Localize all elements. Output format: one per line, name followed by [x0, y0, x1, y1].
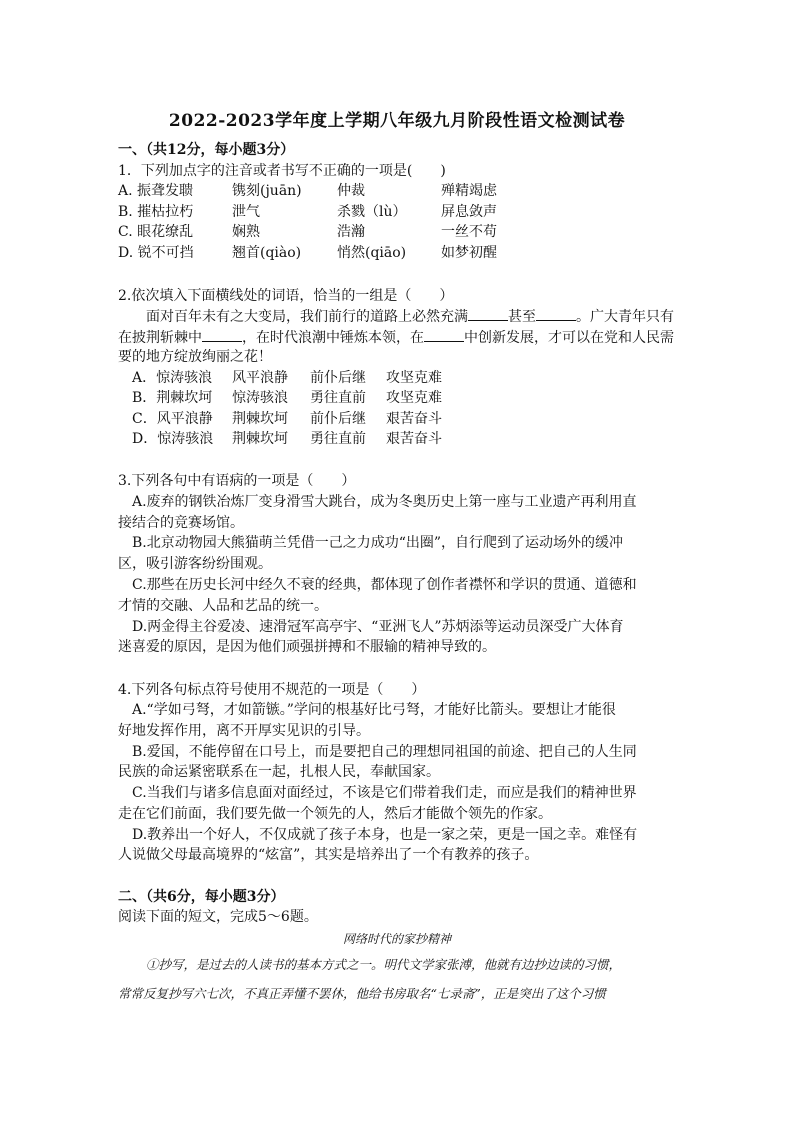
- passage-line: ①抄写，是过去的人读书的基本方式之一。明代文学家张溥，他就有边抄边读的习惯，: [146, 957, 622, 972]
- q1-d-col4: 如梦初醒: [441, 245, 497, 261]
- q1-d-col3: 悄然(qiāo): [337, 245, 407, 261]
- q1-a-col3: 仲裁: [337, 183, 365, 199]
- q2-a-col2: 风平浪静: [232, 370, 288, 386]
- q2-a-col3: 前仆后继: [310, 370, 366, 386]
- section1-heading: 一、（共12分，每小题3分）: [118, 142, 295, 158]
- q2-text: 甚至: [508, 309, 536, 325]
- q2-b-col1: B．荆棘坎坷: [132, 390, 213, 406]
- q2-c-col2: 荆棘坎坷: [232, 411, 288, 427]
- q2-blank-4: [424, 327, 464, 342]
- q4-line: C.当我们与诸多信息面对面经过，不该是它们带着我们走，而应是我们的精神世界: [132, 785, 637, 801]
- q4-line: 好地发挥作用，离不开厚实见识的引导。: [118, 723, 370, 739]
- q2-text: 面对百年未有之大变局，我们前行的道路上必然充满: [146, 309, 468, 325]
- q2-passage-line3: 要的地方绽放绚丽之花！: [118, 349, 272, 365]
- q2-c-col3: 前仆后继: [310, 411, 366, 427]
- q2-d-col4: 艰苦奋斗: [386, 431, 442, 447]
- q2-d-col1: D．惊涛骇浪: [132, 431, 214, 447]
- q2-blank-3: [202, 327, 242, 342]
- section2-heading: 二、（共6分，每小题3分）: [118, 889, 285, 905]
- q3-stem: 3.下列各句中有语病的一项是（ ）: [118, 473, 356, 489]
- q3-line: 迷喜爱的原因，是因为他们顽强拼搏和不服输的精神导致的。: [118, 639, 496, 655]
- q4-line: A.“学如弓弩，才如箭镞。”学问的根基好比弓弩，才能好比箭头。要想让才能很: [132, 702, 616, 718]
- q2-c-col1: C．风平浪静: [132, 411, 213, 427]
- q1-b-col1: B. 摧枯拉朽: [118, 204, 194, 220]
- q1-c-col1: C. 眼花缭乱: [118, 224, 194, 240]
- q4-line: B.爱国，不能停留在口号上，而是要把自己的理想同祖国的前途、把自己的人生同: [132, 744, 637, 760]
- q1-a-col1: A. 振聋发聩: [118, 183, 194, 199]
- q2-stem: 2.依次填入下面横线处的词语，恰当的一组是（ ）: [118, 288, 454, 304]
- q4-line: 民族的命运紧密联系在一起，扎根人民，奉献国家。: [118, 764, 440, 780]
- q2-text: 中创新发展，才可以在党和人民需: [464, 330, 674, 346]
- q1-d-col1: D. 锐不可挡: [118, 245, 194, 261]
- q4-line: 走在它们前面，我们要先做一个领先的人，然后才能做个领先的作家。: [118, 806, 552, 822]
- q1-c-col3: 浩瀚: [337, 224, 365, 240]
- q4-line: 人说做父母最高境界的“炫富”，其实是培养出了一个有教养的孩子。: [118, 847, 539, 863]
- q1-b-col3: 杀戮（lù）: [337, 204, 407, 220]
- q2-b-col3: 勇往直前: [310, 390, 366, 406]
- q2-passage-line2: [118, 327, 674, 348]
- passage-line: 常常反复抄写六七次，不真正弄懂不罢休，他给书房取名“七录斋”，正是突出了这个习惯: [118, 986, 606, 1001]
- q3-line: 接结合的竞赛场馆。: [118, 515, 244, 531]
- q2-blank-2: [536, 306, 576, 321]
- q2-b-col4: 攻坚克难: [386, 390, 442, 406]
- section2-instruction: 阅读下面的短文，完成5～6题。: [118, 909, 318, 925]
- q2-a-col1: A．惊涛骇浪: [132, 370, 213, 386]
- q3-line: D.两金得主谷爱凌、速滑冠军高亭宇、“亚洲飞人”苏炳添等运动员深受广大体育: [132, 619, 624, 635]
- q1-stem: 1．下列加点字的注音或者书写不正确的一项是( ): [118, 163, 446, 179]
- q3-line: B.北京动物园大熊猫萌兰凭借一己之力成功“出圈”，自行爬到了运动场外的缓冲: [132, 535, 624, 551]
- q2-c-col4: 艰苦奋斗: [386, 411, 442, 427]
- q3-line: 区，吸引游客纷纷围观。: [118, 556, 272, 572]
- q2-passage-line1: [146, 306, 674, 327]
- q4-line: D.教养出一个好人，不仅成就了孩子本身，也是一家之荣，更是一国之幸。难怪有: [132, 827, 638, 843]
- q2-b-col2: 惊涛骇浪: [232, 390, 288, 406]
- q1-c-col2: 娴熟: [232, 224, 260, 240]
- q1-b-col2: 泄气: [232, 204, 260, 220]
- q3-line: 才情的交融、人品和艺品的统一。: [118, 598, 328, 614]
- q4-stem: 4.下列各句标点符号使用不规范的一项是（ ）: [118, 682, 426, 698]
- q1-a-col4: 殚精竭虑: [441, 183, 497, 199]
- q2-text: ，在时代浪潮中锤炼本领，在: [242, 330, 424, 346]
- q2-text: 。广大青年只有: [576, 309, 674, 325]
- q1-b-col4: 屏息敛声: [441, 204, 497, 220]
- q2-d-col2: 荆棘坎坷: [232, 431, 288, 447]
- q1-c-col4: 一丝不苟: [441, 224, 497, 240]
- q3-line: C.那些在历史长河中经久不衰的经典，都体现了创作者襟怀和学识的贯通、道德和: [132, 577, 637, 593]
- q2-d-col3: 勇往直前: [310, 431, 366, 447]
- q2-blank-1: [468, 306, 508, 321]
- passage-title: 网络时代的家抄精神: [342, 932, 451, 946]
- q1-d-col2: 翘首(qiào): [232, 245, 302, 261]
- q2-text: 在披荆斩棘中: [118, 330, 202, 346]
- q1-a-col2: 镌刻(juān): [232, 183, 302, 199]
- q3-line: A.废弃的钢铁冶炼厂变身滑雪大跳台，成为冬奥历史上第一座与工业遗产再利用直: [132, 494, 637, 510]
- q2-a-col4: 攻坚克难: [386, 370, 442, 386]
- exam-title: 2022-2023学年度上学期八年级九月阶段性语文检测试卷: [168, 111, 626, 131]
